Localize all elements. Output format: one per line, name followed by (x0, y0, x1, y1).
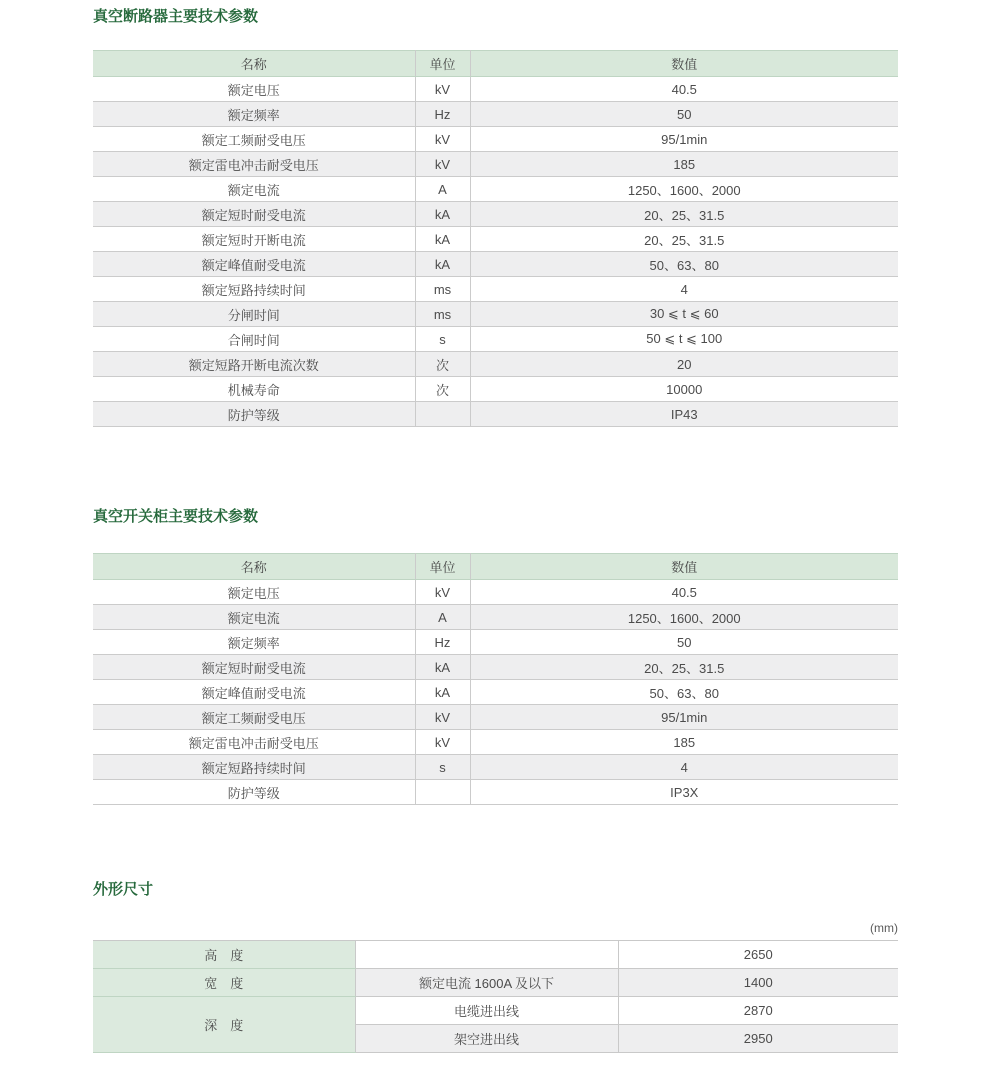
cell-name: 额定工频耐受电压 (93, 705, 415, 730)
cell-name: 额定峰值耐受电流 (93, 680, 415, 705)
cell-name: 额定电流 (93, 177, 415, 202)
cell-unit: kA (415, 227, 470, 252)
cell-value: 185 (470, 152, 898, 177)
cell-unit: A (415, 177, 470, 202)
table-row (93, 252, 898, 277)
switchgear-spec-table (93, 553, 898, 805)
cell-dimension-label: 高 度 (93, 941, 355, 969)
dimensions-section-title: 外形尺寸 (93, 881, 154, 898)
cell-value: 20 (470, 352, 898, 377)
cell-name: 额定频率 (93, 630, 415, 655)
cell-value: 50、63、80 (470, 252, 898, 277)
column-header-value: 数值 (470, 51, 898, 77)
cell-value: 185 (470, 730, 898, 755)
dimensions-table-body (93, 941, 898, 1053)
cell-name: 额定雷电冲击耐受电压 (93, 730, 415, 755)
table-row (93, 277, 898, 302)
cell-condition (355, 941, 618, 969)
breaker-table-body (93, 77, 898, 427)
table-row (93, 580, 898, 605)
table-row (93, 202, 898, 227)
cell-unit: kV (415, 580, 470, 605)
table-row (93, 730, 898, 755)
cell-value: 20、25、31.5 (470, 202, 898, 227)
cell-value: 10000 (470, 377, 898, 402)
cell-value: 95/1min (470, 705, 898, 730)
cell-name: 额定电压 (93, 580, 415, 605)
column-header-name: 名称 (93, 51, 415, 77)
cell-value: 50 (470, 630, 898, 655)
table-header-row (93, 51, 898, 77)
cell-unit: kV (415, 77, 470, 102)
table-row (93, 705, 898, 730)
table-row (93, 655, 898, 680)
table-row (93, 302, 898, 327)
cell-value: 95/1min (470, 127, 898, 152)
cell-value: 40.5 (470, 580, 898, 605)
breaker-section-title: 真空断路器主要技术参数 (93, 8, 259, 25)
cell-name: 额定峰值耐受电流 (93, 252, 415, 277)
table-row (93, 327, 898, 352)
table-row (93, 127, 898, 152)
cell-unit: 次 (415, 377, 470, 402)
cell-dimension-label: 宽 度 (93, 969, 355, 997)
cell-unit: ms (415, 302, 470, 327)
cell-value: IP43 (470, 402, 898, 427)
cell-condition: 电缆进出线 (355, 997, 618, 1025)
cell-name: 额定短路持续时间 (93, 755, 415, 780)
cell-name: 额定短路开断电流次数 (93, 352, 415, 377)
table-row (93, 755, 898, 780)
cell-unit: s (415, 755, 470, 780)
cell-value: 1400 (618, 969, 898, 997)
cell-value: 2650 (618, 941, 898, 969)
unit-note-mm: (mm) (870, 921, 898, 935)
switchgear-table-body (93, 580, 898, 805)
cell-unit: kV (415, 127, 470, 152)
table-row (93, 377, 898, 402)
cell-name: 机械寿命 (93, 377, 415, 402)
cell-name: 额定短时耐受电流 (93, 202, 415, 227)
table-row (93, 152, 898, 177)
switchgear-section-title: 真空开关柜主要技术参数 (93, 508, 259, 525)
cell-unit: kA (415, 252, 470, 277)
column-header-unit: 单位 (415, 51, 470, 77)
cell-unit: kV (415, 152, 470, 177)
section-breaker-specs (93, 8, 898, 427)
cell-unit: kA (415, 202, 470, 227)
section-switchgear-specs (93, 508, 898, 805)
table-row (93, 630, 898, 655)
cell-name: 额定电压 (93, 77, 415, 102)
cell-value: 20、25、31.5 (470, 655, 898, 680)
cell-value: 2870 (618, 997, 898, 1025)
cell-unit (415, 780, 470, 805)
cell-value: 2950 (618, 1025, 898, 1053)
table-row (93, 941, 898, 969)
cell-value: 50、63、80 (470, 680, 898, 705)
table-row (93, 969, 898, 997)
cell-value: 1250、1600、2000 (470, 605, 898, 630)
table-row (93, 177, 898, 202)
cell-name: 额定短时耐受电流 (93, 655, 415, 680)
cell-unit: 次 (415, 352, 470, 377)
cell-unit: kA (415, 655, 470, 680)
cell-unit: A (415, 605, 470, 630)
cell-value: 50 (470, 102, 898, 127)
column-header-name: 名称 (93, 554, 415, 580)
breaker-spec-table (93, 50, 898, 427)
column-header-unit: 单位 (415, 554, 470, 580)
cell-unit: Hz (415, 630, 470, 655)
column-header-value: 数值 (470, 554, 898, 580)
cell-value: 50 ⩽ t ⩽ 100 (470, 327, 898, 352)
cell-unit: s (415, 327, 470, 352)
cell-value: 20、25、31.5 (470, 227, 898, 252)
cell-unit: kV (415, 730, 470, 755)
cell-name: 额定雷电冲击耐受电压 (93, 152, 415, 177)
table-row (93, 102, 898, 127)
table-row (93, 997, 898, 1025)
cell-name: 分闸时间 (93, 302, 415, 327)
section-dimensions (93, 881, 898, 1053)
table-row (93, 352, 898, 377)
cell-unit: kV (415, 705, 470, 730)
cell-value: 4 (470, 277, 898, 302)
cell-unit: ms (415, 277, 470, 302)
dimensions-table (93, 940, 898, 1053)
table-row (93, 680, 898, 705)
cell-name: 防护等级 (93, 780, 415, 805)
cell-value: 30 ⩽ t ⩽ 60 (470, 302, 898, 327)
cell-value: 4 (470, 755, 898, 780)
content (93, 8, 898, 1053)
table-header-row (93, 554, 898, 580)
cell-name: 额定短时开断电流 (93, 227, 415, 252)
cell-value: 1250、1600、2000 (470, 177, 898, 202)
cell-name: 额定短路持续时间 (93, 277, 415, 302)
cell-unit (415, 402, 470, 427)
cell-value: 40.5 (470, 77, 898, 102)
table-row (93, 780, 898, 805)
cell-name: 额定工频耐受电压 (93, 127, 415, 152)
cell-condition: 额定电流 1600A 及以下 (355, 969, 618, 997)
table-row (93, 77, 898, 102)
cell-unit: kA (415, 680, 470, 705)
table-row (93, 605, 898, 630)
cell-name: 合闸时间 (93, 327, 415, 352)
cell-value: IP3X (470, 780, 898, 805)
table-row (93, 402, 898, 427)
cell-condition: 架空进出线 (355, 1025, 618, 1053)
cell-name: 防护等级 (93, 402, 415, 427)
cell-dimension-label: 深 度 (93, 997, 355, 1053)
cell-name: 额定电流 (93, 605, 415, 630)
cell-name: 额定频率 (93, 102, 415, 127)
table-row (93, 227, 898, 252)
cell-unit: Hz (415, 102, 470, 127)
